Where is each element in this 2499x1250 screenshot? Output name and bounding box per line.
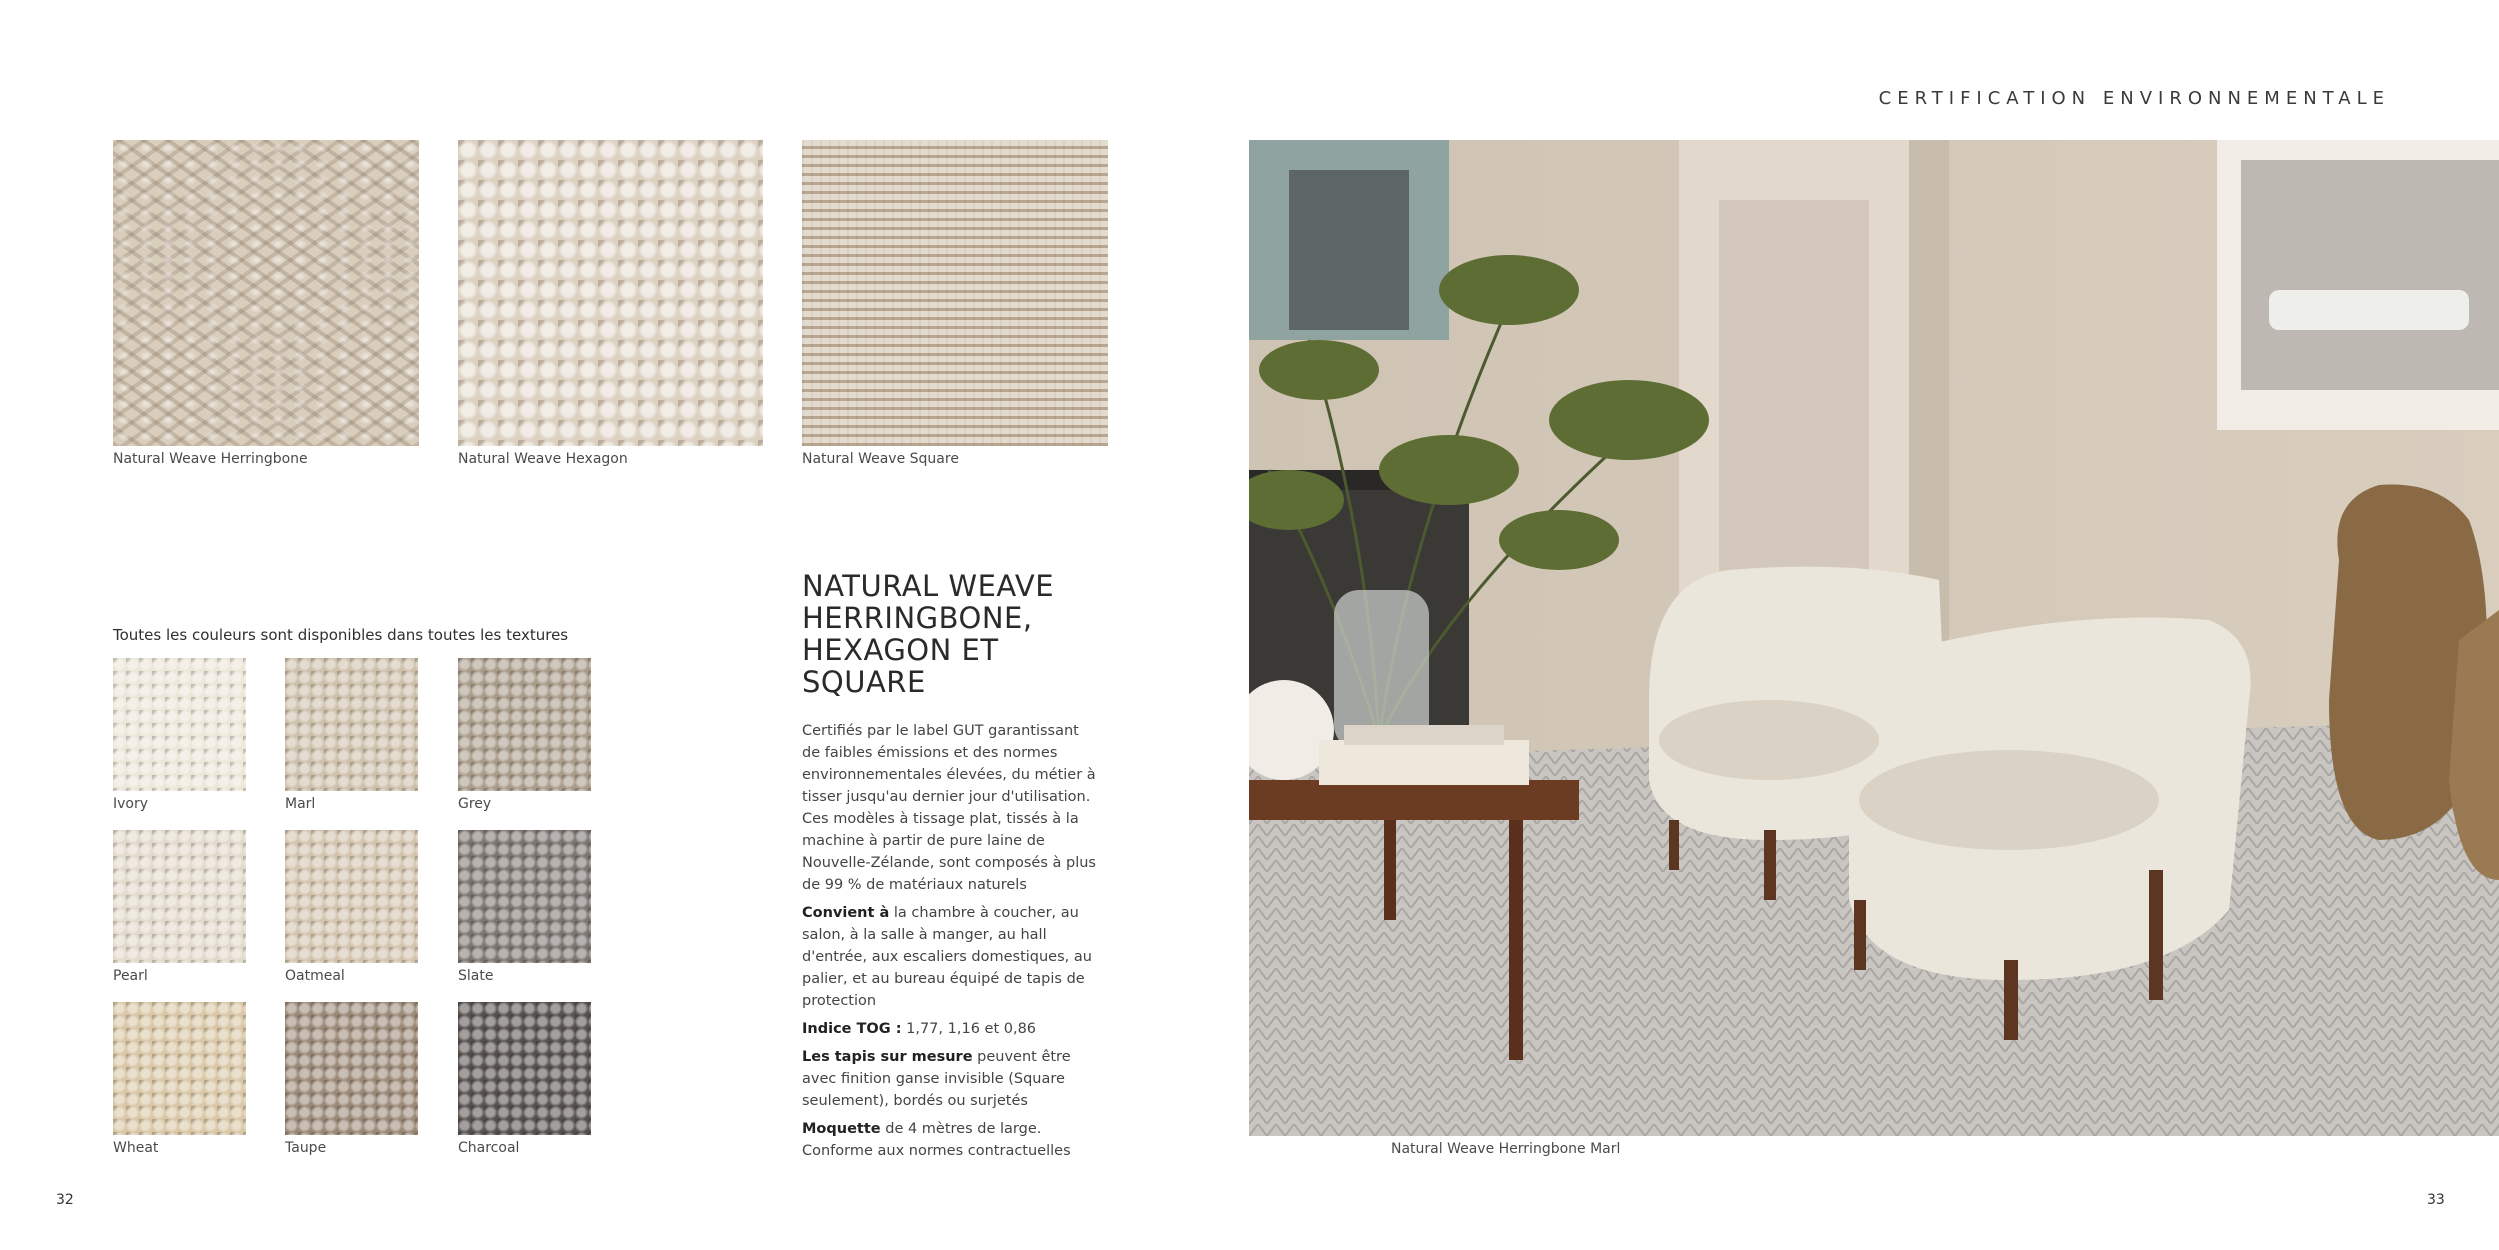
texture-caption-hexagon: Natural Weave Hexagon: [458, 451, 628, 467]
color-swatch-taupe: [285, 1002, 418, 1135]
herringbone-texture-image: [113, 140, 419, 446]
color-swatch-label: Slate: [458, 968, 494, 984]
carpet-text: de 4 mètres de large. Conforme aux normes contractuelles: [802, 1121, 1071, 1159]
product-title: [802, 570, 1102, 698]
color-swatch-label: Taupe: [285, 1140, 327, 1156]
color-swatch-pearl: [113, 830, 246, 963]
color-swatch-wheat: [113, 1002, 246, 1135]
color-swatch-label: Wheat: [113, 1140, 159, 1156]
color-swatch-marl: [285, 658, 418, 791]
tog-text: 1,77, 1,16 et 0,86: [901, 1021, 1037, 1037]
interior-photo: [1249, 140, 2499, 1136]
colors-intro: Toutes les couleurs sont disponibles dans toutes les textures: [113, 626, 569, 644]
rugs-label: Les tapis sur mesure: [802, 1049, 973, 1065]
texture-caption-square: Natural Weave Square: [802, 451, 959, 467]
tog-label: Indice TOG :: [802, 1021, 902, 1037]
rugs-text: peuvent être avec finition ganse invisible (Square seulement), bordés ou surjetés: [802, 1049, 1071, 1109]
color-swatch-label: Ivory: [113, 796, 149, 812]
photo-caption: Natural Weave Herringbone Marl: [1391, 1141, 1621, 1157]
page-number-left: 32: [56, 1192, 74, 1208]
color-swatch-charcoal: [458, 1002, 591, 1135]
color-swatch-label: Charcoal: [458, 1140, 520, 1156]
color-swatch-label: Grey: [458, 796, 492, 812]
color-swatch-label: Pearl: [113, 968, 148, 984]
square-texture-image: [802, 140, 1108, 446]
carpet-paragraph: [802, 1118, 1100, 1162]
interior-photo-illustration: [1249, 140, 2499, 1136]
texture-caption-herringbone: Natural Weave Herringbone: [113, 451, 308, 467]
product-title-line: HERRINGBONE,: [802, 601, 1033, 635]
product-details: [802, 720, 1100, 1168]
page-number-right: 33: [2427, 1192, 2445, 1208]
color-swatch-slate: [458, 830, 591, 963]
color-swatch-grey: [458, 658, 591, 791]
hexagon-texture-image: [458, 140, 763, 446]
color-swatch-oatmeal: [285, 830, 418, 963]
color-swatch-ivory: [113, 658, 246, 791]
product-title-line: NATURAL WEAVE: [802, 569, 1055, 603]
suitable-paragraph: [802, 902, 1100, 1012]
color-swatch-label: Oatmeal: [285, 968, 345, 984]
product-description: Certifiés par le label GUT garantissant de faibles émissions et des normes environnementales élevées, du métier à tisser jusqu'au dernier jour d'utilisation. Ces modèles à tissage plat, tissés à la machine à partir de pure laine de Nouvelle-Zélande, sont composés à plus de 99 % de matériaux naturels: [802, 723, 1096, 893]
suitable-text: la chambre à coucher, au salon, à la salle à manger, au hall d'entrée, aux escaliers domestiques, au palier, et au bureau équipé de tapis de protection: [802, 905, 1092, 1009]
carpet-label: Moquette: [802, 1121, 881, 1137]
suitable-label: Convient à: [802, 905, 890, 921]
product-title-line: SQUARE: [802, 665, 926, 699]
rugs-paragraph: [802, 1046, 1100, 1112]
product-title-line: HEXAGON ET: [802, 633, 999, 667]
color-swatch-label: Marl: [285, 796, 316, 812]
section-title: CERTIFICATION ENVIRONNEMENTALE: [1878, 88, 2390, 109]
tog-paragraph: [802, 1018, 1100, 1040]
